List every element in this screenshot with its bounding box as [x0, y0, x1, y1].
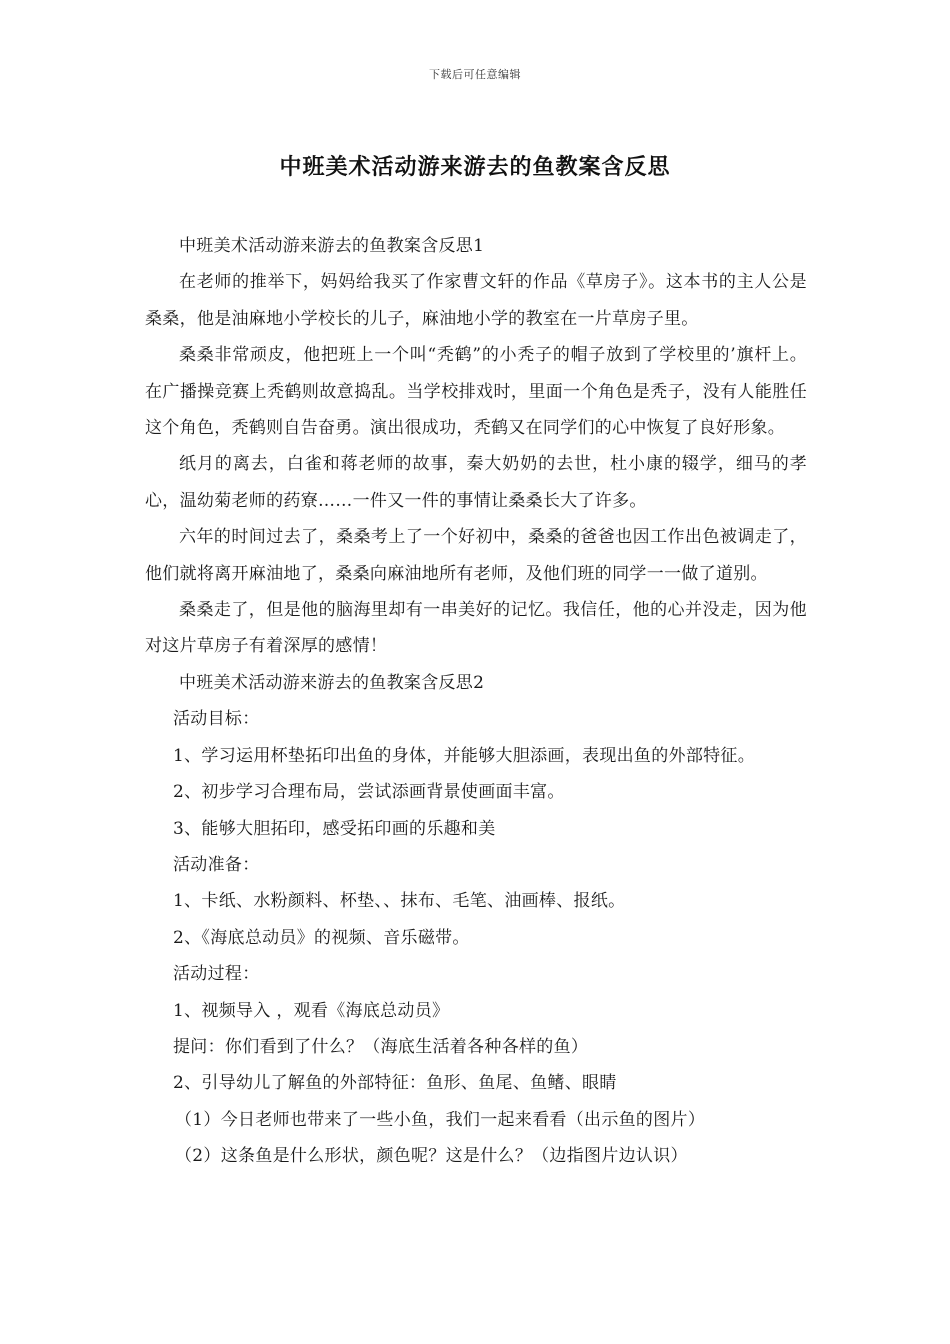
process-item: 提问：你们看到了什么？（海底生活着各种各样的鱼） — [173, 1036, 589, 1057]
prep-item: 1、卡纸、水粉颜料、杯垫、、抹布、毛笔、油画棒、报纸。 — [173, 891, 626, 912]
paragraph: 桑桑非常顽皮，他把班上一个叫“秃鹤”的小秃子的帽子放到了学校里的’旗杆上。在广播操竞赛上秃鹤则故意捣乱。当学校排戏时，里面一个角色是秃子，没有人能胜任这个角色，秃鹤则自告奋勇。演出很成功，秃鹤又在同学们的心中恢复了良好形象。 — [145, 345, 807, 439]
process-label: 活动过程： — [173, 964, 260, 985]
goal-item: 2、初步学习合理布局，尝试添画背景使画面丰富。 — [173, 782, 565, 803]
paragraph: 在老师的推举下，妈妈给我买了作家曹文轩的作品《草房子》。这本书的主人公是桑桑，他是油麻地小学校长的儿子，麻油地小学的教室在一片草房子里。 — [145, 272, 807, 329]
section-heading-1: 中班美术活动游来游去的鱼教案含反思1 — [179, 236, 485, 256]
goals-label: 活动目标： — [173, 709, 260, 730]
document-title: 中班美术活动游来游去的鱼教案含反思 — [279, 154, 671, 180]
paragraph: 六年的时间过去了，桑桑考上了一个好初中，桑桑的爸爸也因工作出色被调走了，他们就将离开麻油地了，桑桑向麻油地所有老师，及他们班的同学一一做了道别。 — [145, 527, 807, 584]
document-body — [145, 228, 807, 1175]
process-subitem: （1）今日老师也带来了一些小鱼，我们一起来看看（出示鱼的图片） — [175, 1109, 706, 1130]
section-heading-2: 中班美术活动游来游去的鱼教案含反思2 — [179, 672, 485, 693]
prep-label: 活动准备： — [173, 854, 260, 875]
prep-item: 2、《海底总动员》的视频、音乐磁带。 — [173, 927, 470, 948]
process-item: 2、引导幼儿了解鱼的外部特征：鱼形、鱼尾、鱼鳍、眼睛 — [173, 1073, 617, 1094]
paragraph: 桑桑走了，但是他的脑海里却有一串美好的记忆。我信任，他的心并没走，因为他对这片草房子有着深厚的感情！ — [145, 600, 807, 657]
paragraph: 纸月的离去，白雀和蒋老师的故事，秦大奶奶的去世，杜小康的辍学，细马的孝心，温幼菊老师的药寮……一件又一件的事情让桑桑长大了许多。 — [145, 454, 807, 511]
header-note: 下载后可任意编辑 — [429, 68, 521, 81]
goal-item: 3、能够大胆拓印，感受拓印画的乐趣和美 — [173, 818, 496, 839]
process-item: 1、视频导入 ，观看《海底总动员》 — [173, 1000, 450, 1021]
goal-item: 1、学习运用杯垫拓印出鱼的身体，并能够大胆添画，表现出鱼的外部特征。 — [173, 745, 756, 766]
process-subitem: （2）这条鱼是什么形状，颜色呢？这是什么？（边指图片边认识） — [175, 1146, 688, 1167]
